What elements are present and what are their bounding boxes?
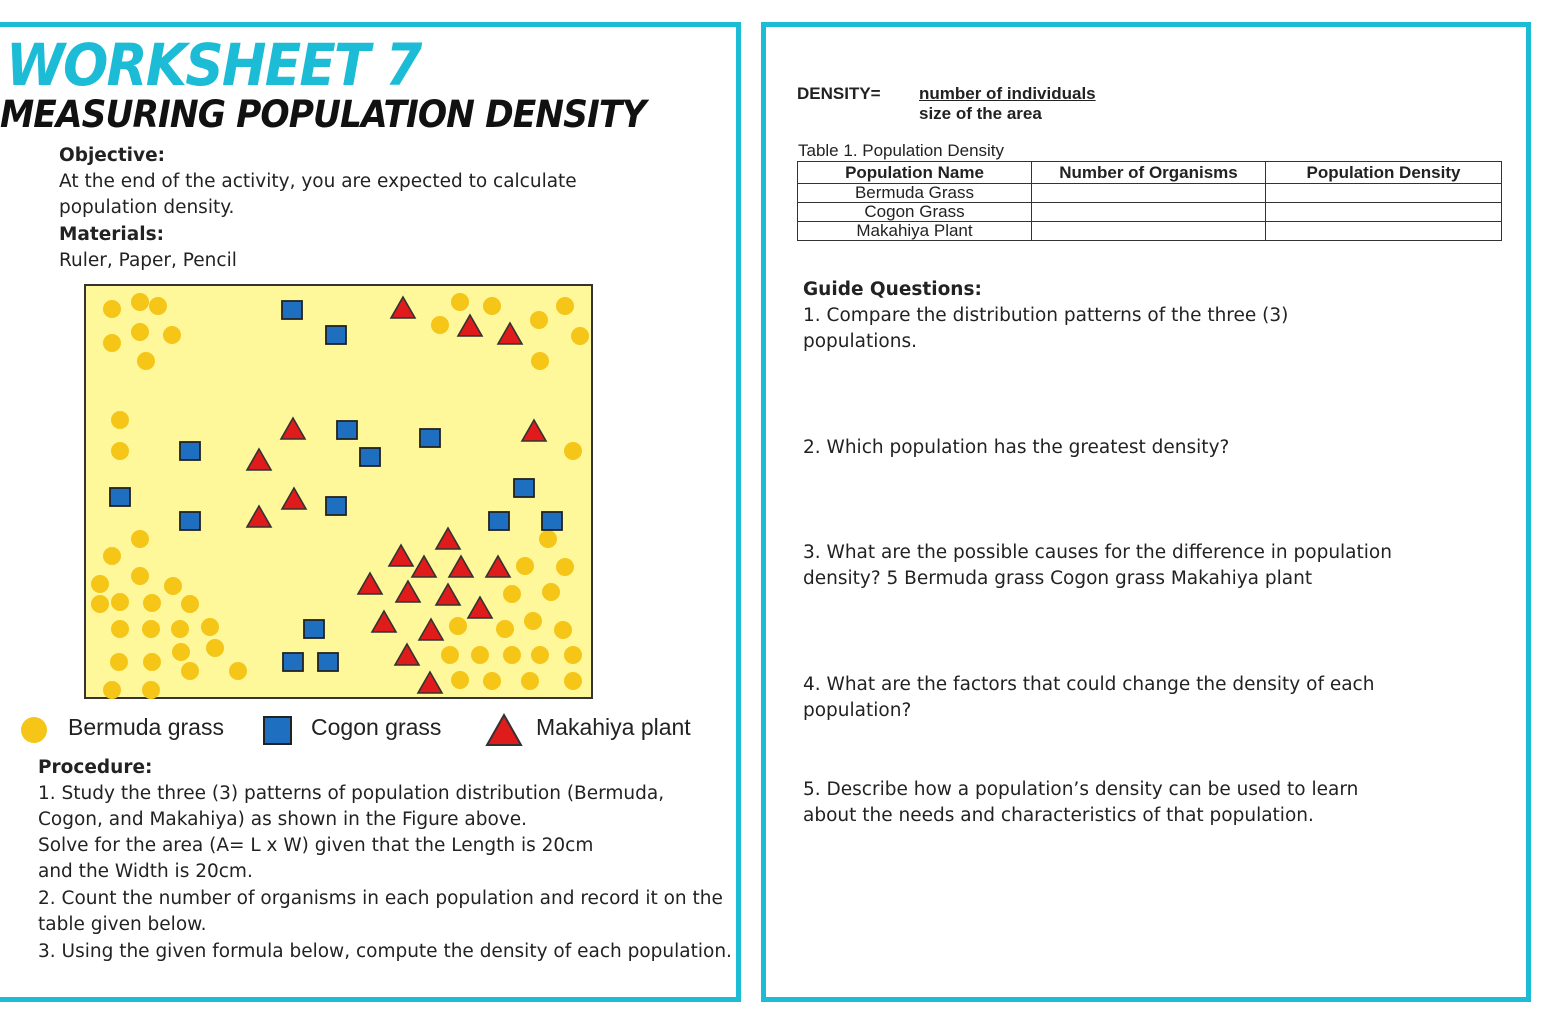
bermuda-grass-marker xyxy=(110,653,128,671)
bermuda-grass-marker xyxy=(206,639,224,657)
bermuda-grass-marker xyxy=(163,326,181,344)
bermuda-grass-marker xyxy=(503,585,521,603)
legend-bermuda-label: Bermuda grass xyxy=(68,714,224,740)
cogon-grass-marker xyxy=(180,442,200,460)
cogon-grass-marker xyxy=(420,429,440,447)
objective-line-2: population density. xyxy=(59,197,235,218)
bermuda-grass-marker xyxy=(521,672,539,690)
objective-heading: Objective: xyxy=(59,145,166,166)
materials-heading: Materials: xyxy=(59,224,164,245)
bermuda-grass-marker xyxy=(531,646,549,664)
procedure-line: 1. Study the three (3) patterns of population distribution (Bermuda, xyxy=(38,783,665,804)
bermuda-grass-marker xyxy=(556,558,574,576)
bermuda-grass-marker xyxy=(449,617,467,635)
guide-question-3: density? 5 Bermuda grass Cogon grass Makahiya plant xyxy=(803,568,1313,589)
bermuda-grass-marker xyxy=(483,297,501,315)
cogon-legend-icon xyxy=(262,715,294,747)
bermuda-grass-marker xyxy=(530,311,548,329)
guide-question-5: 5. Describe how a population’s density can be used to learn xyxy=(803,779,1359,800)
cogon-grass-marker xyxy=(110,488,130,506)
cogon-grass-marker xyxy=(360,448,380,466)
bermuda-grass-marker xyxy=(524,612,542,630)
procedure-line: Solve for the area (A= L x W) given that the Length is 20cm xyxy=(38,835,594,856)
population-density-table xyxy=(797,161,1502,241)
table-cell[interactable] xyxy=(1266,222,1502,241)
bermuda-grass-marker xyxy=(431,316,449,334)
cogon-grass-marker xyxy=(326,497,346,515)
bermuda-grass-marker xyxy=(556,297,574,315)
bermuda-grass-marker xyxy=(571,327,589,345)
bermuda-grass-marker xyxy=(111,620,129,638)
guide-question-1: 1. Compare the distribution patterns of the three (3) xyxy=(803,305,1289,326)
bermuda-legend-icon xyxy=(18,714,50,746)
bermuda-grass-marker xyxy=(164,577,182,595)
guide-question-3: 3. What are the possible causes for the difference in population xyxy=(803,542,1392,563)
density-formula-denominator: size of the area xyxy=(919,104,1042,123)
cogon-grass-marker xyxy=(283,653,303,671)
table-header-cell: Number of Organisms xyxy=(1032,162,1266,184)
bermuda-grass-marker xyxy=(111,411,129,429)
bermuda-grass-marker xyxy=(149,297,167,315)
bermuda-grass-marker xyxy=(229,662,247,680)
density-formula-label: DENSITY= xyxy=(797,84,881,103)
procedure-line: 3. Using the given formula below, compute the density of each population. xyxy=(38,941,732,962)
figure-legend xyxy=(14,712,714,748)
cogon-grass-marker xyxy=(326,326,346,344)
bermuda-grass-marker xyxy=(441,646,459,664)
table-caption: Table 1. Population Density xyxy=(798,141,1005,160)
density-formula-numerator: number of individuals xyxy=(919,84,1096,103)
objective-line-1: At the end of the activity, you are expected to calculate xyxy=(59,171,577,192)
bermuda-grass-marker xyxy=(103,334,121,352)
bermuda-grass-marker xyxy=(483,672,501,690)
table-cell[interactable] xyxy=(1032,203,1266,222)
procedure-line: and the Width is 20cm. xyxy=(38,861,253,882)
procedure-line: table given below. xyxy=(38,914,207,935)
bermuda-grass-marker xyxy=(111,442,129,460)
procedure-line: 2. Count the number of organisms in each population and record it on the xyxy=(38,888,723,909)
table-cell[interactable] xyxy=(1032,184,1266,203)
bermuda-grass-marker xyxy=(143,594,161,612)
bermuda-grass-marker xyxy=(516,557,534,575)
materials-text: Ruler, Paper, Pencil xyxy=(59,250,237,271)
table-row xyxy=(798,203,1502,222)
bermuda-grass-marker xyxy=(451,671,469,689)
population-distribution-figure xyxy=(84,284,594,700)
legend-makahiya-label: Makahiya plant xyxy=(536,714,691,740)
procedure-line: Cogon, and Makahiya) as shown in the Figure above. xyxy=(38,809,527,830)
bermuda-grass-marker xyxy=(137,352,155,370)
bermuda-grass-marker xyxy=(201,618,219,636)
bermuda-grass-marker xyxy=(564,646,582,664)
cogon-grass-marker xyxy=(304,620,324,638)
table-row xyxy=(798,184,1502,203)
cogon-grass-marker xyxy=(489,512,509,530)
bermuda-grass-marker xyxy=(503,646,521,664)
table-cell: Cogon Grass xyxy=(798,203,1032,222)
worksheet-title: WORKSHEET 7 xyxy=(6,31,421,99)
bermuda-grass-marker xyxy=(131,293,149,311)
bermuda-grass-marker xyxy=(91,575,109,593)
cogon-grass-marker xyxy=(337,421,357,439)
guide-question-4: 4. What are the factors that could change the density of each xyxy=(803,674,1375,695)
bermuda-grass-marker xyxy=(111,593,129,611)
bermuda-grass-marker xyxy=(564,442,582,460)
table-cell[interactable] xyxy=(1266,203,1502,222)
bermuda-grass-marker xyxy=(131,323,149,341)
cogon-grass-marker xyxy=(282,301,302,319)
cogon-grass-marker xyxy=(514,479,534,497)
bermuda-grass-marker xyxy=(531,352,549,370)
bermuda-grass-marker xyxy=(554,621,572,639)
bermuda-grass-marker xyxy=(172,643,190,661)
bermuda-grass-marker xyxy=(471,646,489,664)
guide-question-4: population? xyxy=(803,700,912,721)
procedure-heading: Procedure: xyxy=(38,757,153,778)
bermuda-grass-marker xyxy=(451,293,469,311)
bermuda-grass-marker xyxy=(142,681,160,699)
bermuda-grass-marker xyxy=(103,681,121,699)
guide-question-5: about the needs and characteristics of that population. xyxy=(803,805,1314,826)
bermuda-grass-marker xyxy=(171,620,189,638)
bermuda-grass-marker xyxy=(103,547,121,565)
table-header-cell: Population Name xyxy=(798,162,1032,184)
cogon-grass-marker xyxy=(318,653,338,671)
worksheet-subtitle: MEASURING POPULATION DENSITY xyxy=(0,93,646,136)
bermuda-grass-marker xyxy=(542,583,560,601)
bermuda-grass-marker xyxy=(181,662,199,680)
bermuda-grass-marker xyxy=(181,595,199,613)
table-cell: Bermuda Grass xyxy=(798,184,1032,203)
cogon-grass-marker xyxy=(180,512,200,530)
bermuda-grass-marker xyxy=(539,530,557,548)
guide-heading: Guide Questions: xyxy=(803,279,982,300)
bermuda-grass-marker xyxy=(143,653,161,671)
table-cell[interactable] xyxy=(1266,184,1502,203)
table-cell[interactable] xyxy=(1032,222,1266,241)
bermuda-grass-marker xyxy=(103,300,121,318)
table-header-row xyxy=(798,162,1502,184)
makahiya-legend-icon xyxy=(484,712,524,748)
guide-question-2: 2. Which population has the greatest density? xyxy=(803,437,1230,458)
cogon-grass-marker xyxy=(542,512,562,530)
bermuda-grass-marker xyxy=(131,567,149,585)
table-header-cell: Population Density xyxy=(1266,162,1502,184)
legend-cogon-label: Cogon grass xyxy=(311,714,442,740)
bermuda-grass-marker xyxy=(496,620,514,638)
bermuda-grass-marker xyxy=(142,620,160,638)
bermuda-grass-marker xyxy=(131,530,149,548)
table-cell: Makahiya Plant xyxy=(798,222,1032,241)
guide-question-1: populations. xyxy=(803,331,917,352)
table-row xyxy=(798,222,1502,241)
bermuda-grass-marker xyxy=(564,672,582,690)
bermuda-grass-marker xyxy=(91,595,109,613)
